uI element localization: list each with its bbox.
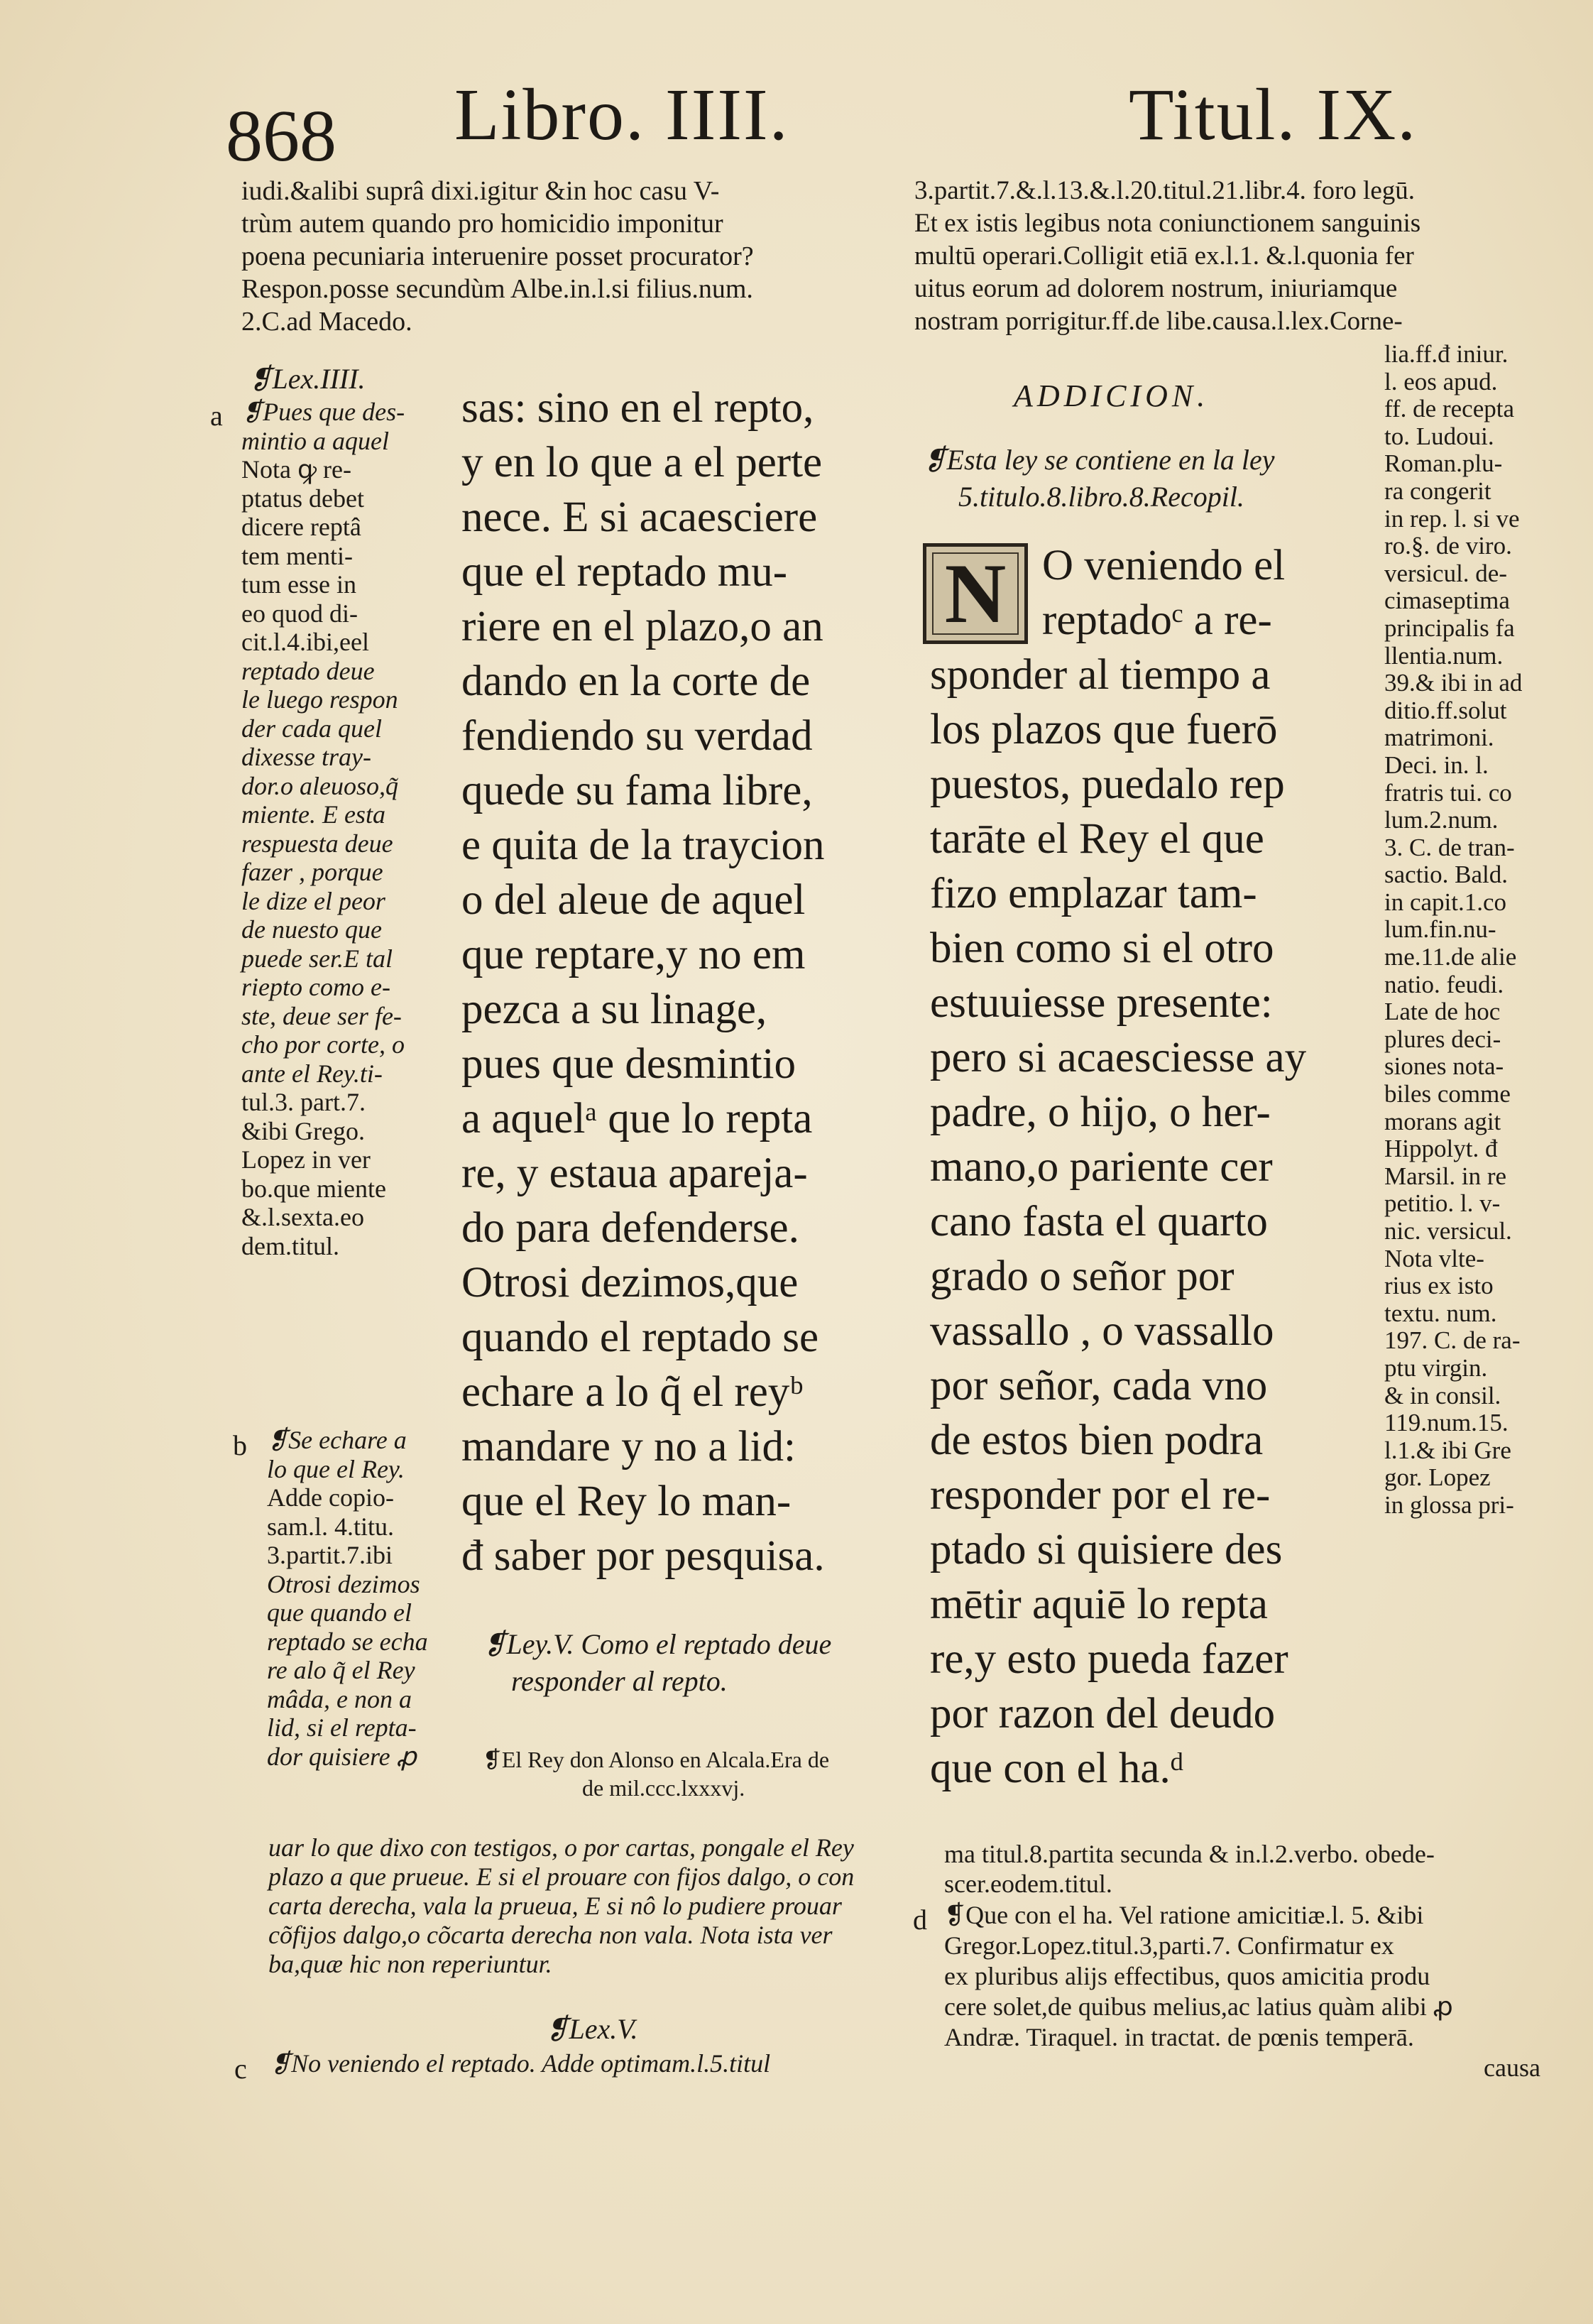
gloss-line: fratris tui. co [1384,778,1512,807]
gloss-line: cho por corte, o [241,1030,405,1059]
text-line: Otrosi dezimos,que [461,1259,799,1306]
text-line: mētir aquiē lo repta [930,1581,1268,1628]
gloss-line: biles comme [1384,1080,1511,1108]
gloss-line: Roman.plu- [1384,449,1503,478]
running-head-title: Titul. IX. [1129,74,1418,156]
gloss-line: 3. C. de tran- [1384,833,1515,861]
source-line: ❡El Rey don Alonso en Alcala.Era de [483,1747,830,1772]
gloss-line: uar lo que dixo con testigos, o por cartas, pongale el Rey [268,1833,854,1862]
margin-letter-b: b [233,1429,247,1461]
center-law-text [461,381,887,1583]
gloss-line: ba,quæ hic non reperiuntur. [268,1950,552,1978]
gloss-line: dixesse tray- [241,743,371,771]
addicion-text [923,442,1363,515]
gloss-line: cõfijos dalgo,o cõcarta derecha non vala. Nota ista ver [268,1921,833,1949]
right-margin-gloss [1384,341,1548,1520]
gloss-line: &ibi Grego. [241,1116,365,1145]
text-line: que el Rey lo man- [461,1478,792,1525]
gloss-line: Gregor.Lopez.titul.3,parti.7. Confirmatur ex [944,1931,1394,1960]
running-head-book: Libro. IIII. [454,74,789,156]
gloss-line: de nuesto que [241,915,382,944]
drop-cap-initial [923,543,1028,644]
gloss-line: l. eos apud. [1384,367,1498,395]
gloss-line: mâda, e non a [267,1684,412,1713]
gloss-line: fazer , porque [241,858,383,886]
folio-number: 868 [226,95,336,177]
gloss-line: ff. de recepta [1384,395,1514,423]
gloss-line: Hippolyt. đ [1384,1135,1498,1163]
gloss-line: rius ex isto [1384,1272,1494,1300]
gloss-line: carta derecha, vala la prueua, E si nô lo pudiere prouar [268,1892,842,1920]
gloss-line: ra congerit [1384,476,1491,505]
text-line: e quita de la traycion [461,822,825,869]
gloss-line: reptado deue [241,656,375,685]
text-line: dando en la corte de [461,658,811,705]
gloss-line: 3.partit.7.&.l.13.&.l.20.titul.21.libr.4. foro legū. [914,176,1416,205]
gloss-line: Marsil. in re [1384,1162,1507,1190]
text-line: sas: sino en el repto, [461,384,814,432]
gloss-line: lid, si el repta- [267,1713,417,1742]
gloss-line: lia.ff.đ iniur. [1384,340,1509,368]
gloss-line: ❡Que con el ha. Vel ratione amicitiæ.l. 5. &ibi [944,1901,1424,1929]
gloss-line: multū operari.Colligit etiā ex.l.1. &.l.quonia fer [914,241,1414,271]
text-line: grado o señor por [930,1253,1235,1300]
gloss-line: plazo a que prueue. E si el prouare con fijos dalgo, o con [268,1862,855,1891]
gloss-line: gor. Lopez [1384,1463,1491,1492]
gloss-line: cimaseptima [1384,587,1510,615]
d-gloss [944,1900,1548,2083]
drop-cap-frame [932,552,1019,635]
text-line: O veniendo el [1042,542,1286,589]
text-line: riere en el plazo,o an [461,603,823,650]
gloss-line: mintio a aquel [241,426,389,455]
text-line: puestos, puedalo rep [930,760,1285,808]
gloss-line: Et ex istis legibus nota coniunctionem sanguinis [914,209,1421,238]
right-top-gloss [914,175,1539,338]
addicion-line: 5.titulo.8.libro.8.Recopil. [958,481,1244,513]
gloss-line: sam.l. 4.titu. [267,1512,394,1541]
gloss-line: ste, deue ser fe- [241,1001,402,1030]
gloss-line: scer.eodem.titul. [944,1870,1112,1898]
heading-line: ❡Ley.V. Como el reptado deue [483,1628,832,1660]
addicion-heading: ADDICION. [1014,378,1210,413]
heading-line: responder al repto. [511,1665,728,1697]
ley-v-source [483,1745,894,1802]
text-line: que el reptado mu- [461,548,788,596]
text-line: tarāte el Rey el que [930,815,1264,863]
gloss-line: 197. C. de ra- [1384,1326,1521,1355]
text-line: estuuiesse presente: [930,979,1273,1027]
gloss-line: 39.& ibi in ad [1384,669,1523,697]
text-line: fendiendo su verdad [461,712,813,760]
gloss-line: Nota vlte- [1384,1244,1484,1272]
gloss-line: le dize el peor [241,886,385,915]
bottom-c-gloss: ❡No veniendo el reptado. Adde optimam.l.5.titul [270,2049,771,2078]
right-law-text [930,648,1370,1796]
gloss-line: ❡Se echare a [267,1426,407,1454]
text-line: que con el ha.ᵈ [930,1745,1184,1792]
gloss-line: riepto como e- [241,973,390,1001]
gloss-line: matrimoni. [1384,724,1494,752]
gloss-line: miente. E esta [241,800,385,829]
gloss-line: der cada quel [241,714,382,743]
text-line: pero si acaesciesse ay [930,1034,1307,1081]
margin-letter-d: d [913,1904,927,1936]
gloss-line: 2.C.ad Macedo. [241,307,412,337]
gloss-line: puede ser.E tal [241,944,393,973]
lex-iiii-label: ❡Lex.IIII. [248,363,366,395]
gloss-line: nostram porrigitur.ff.de libe.causa.l.lex.Corne- [914,307,1403,336]
bottom-left-gloss [268,1833,893,1979]
gloss-line: iudi.&alibi suprâ dixi.igitur &in hoc casu V- [241,176,720,206]
text-line: que reptare,y no em [461,931,806,978]
gloss-line: reptado se echa [267,1627,428,1656]
text-line: mano,o pariente cer [930,1143,1273,1191]
text-line: pezca a su linage, [461,986,767,1033]
right-bottom-gloss [944,1839,1548,1899]
text-line: los plazos que fuerō [930,706,1278,753]
gloss-line: Deci. in. l. [1384,751,1489,779]
gloss-line: lum.2.num. [1384,806,1499,834]
gloss-line: Lopez in ver [241,1145,371,1174]
text-line: por señor, cada vno [930,1362,1268,1409]
gloss-line: ptatus debet [241,484,364,513]
gloss-line: poena pecuniaria interuenire posset procurator? [241,241,754,271]
gloss-line: 119.num.15. [1384,1409,1509,1437]
gloss-line: to. Ludoui. [1384,422,1494,450]
gloss-line: &.l.sexta.eo [241,1203,364,1231]
gloss-line: Respon.posse secundùm Albe.in.l.si filius.num. [241,274,753,304]
gloss-line: me.11.de alie [1384,943,1517,971]
gloss-line: in capit.1.co [1384,888,1507,916]
text-line: o del aleue de aquel [461,876,806,924]
ley-v-heading [483,1626,894,1700]
gloss-line: in rep. l. si ve [1384,504,1520,533]
gloss-line: dor.o aleuoso,q̃ [241,771,399,800]
gloss-line: ❡Pues que des- [241,398,405,426]
text-line: quando el reptado se [461,1314,819,1361]
text-line: reptadoᶜ a re- [1042,596,1272,644]
text-line: y en lo que a el perte [461,439,823,486]
gloss-line: ptu virgin. [1384,1353,1488,1382]
margin-letter-a: a [210,400,223,432]
gloss-line: in glossa pri- [1384,1490,1514,1519]
gloss-line: plures deci- [1384,1025,1501,1053]
gloss-line: cere solet,de quibus melius,ac latius quàm alibi ꝓ [944,1992,1453,2021]
text-line: re,y esto pueda fazer [930,1635,1288,1683]
gloss-line: nic. versicul. [1384,1217,1512,1245]
gloss-line: causa [1484,2053,1540,2082]
text-line: fizo emplazar tam- [930,870,1257,917]
gloss-line: trùm autem quando pro homicidio imponitur [241,209,723,239]
gloss-line: dor quisiere ꝓ [267,1742,417,1771]
gloss-line: tul.3. part.7. [241,1088,366,1116]
source-line: de mil.ccc.lxxxvj. [582,1775,745,1801]
addicion-line: ❡Esta ley se contiene en la ley [923,444,1275,476]
gloss-line: le luego respon [241,685,398,714]
gloss-line: principalis fa [1384,613,1515,642]
text-line: pues que desmintio [461,1040,796,1088]
left-narrow-gloss [241,398,447,1260]
gloss-line: tum esse in [241,570,356,599]
lex-v-label: ❡Lex.V. [545,2013,638,2045]
gloss-line: ante el Rey.ti- [241,1059,383,1088]
drop-cap-letter: N [944,546,1007,640]
gloss-line: ditio.ff.solut [1384,696,1507,724]
gloss-line: dem.titul. [241,1231,339,1260]
margin-letter-c: c [234,2053,247,2085]
gloss-line: dicere reptâ [241,513,361,541]
gloss-line: lo que el Rey. [267,1454,405,1483]
text-line: bien como si el otro [930,924,1274,972]
gloss-line: & in consil. [1384,1381,1501,1409]
gloss-line: sactio. Bald. [1384,861,1508,889]
gloss-line: llentia.num. [1384,641,1504,670]
text-line: responder por el re- [930,1471,1271,1519]
text-line: padre, o hijo, o her- [930,1089,1271,1136]
text-line: cano fasta el quarto [930,1198,1268,1245]
gloss-line: tem menti- [241,541,353,570]
text-line: a aquelᵃ que lo repta [461,1095,813,1142]
text-line: do para defenderse. [461,1204,799,1252]
gloss-line: l.1.& ibi Gre [1384,1436,1511,1464]
right-law-text-start [1042,538,1369,648]
text-line: re, y estaua apareja- [461,1150,808,1197]
gloss-line: eo quod di- [241,599,358,628]
gloss-line: respuesta deue [241,829,393,858]
gloss-line: natio. feudi. [1384,970,1504,998]
text-line: sponder al tiempo a [930,651,1271,699]
gloss-line: cit.l.4.ibi,eel [241,628,369,656]
gloss-line: textu. num. [1384,1299,1497,1327]
gloss-line: uitus eorum ad dolorem nostrum, iniuriamque [914,274,1398,303]
text-line: de estos bien podra [930,1417,1264,1464]
top-left-gloss [241,175,866,338]
gloss-line: re alo q̃ el Rey [267,1656,415,1684]
gloss-line: Otrosi dezimos [267,1569,420,1598]
gloss-line: versicul. de- [1384,559,1507,587]
left-narrow-gloss-b [267,1426,459,1771]
gloss-line: que quando el [267,1598,412,1627]
gloss-line: Late de hoc [1384,998,1501,1026]
text-line: por razon del deudo [930,1690,1276,1737]
text-line: đ saber por pesquisa. [461,1532,825,1580]
gloss-line: ro.§. de viro. [1384,532,1512,560]
gloss-line: petitio. l. v- [1384,1189,1501,1218]
text-line: mandare y no a lid: [461,1423,796,1471]
gloss-line: morans agit [1384,1107,1501,1135]
gloss-line: Nota ꝙ re- [241,455,351,484]
gloss-line: siones nota- [1384,1052,1504,1081]
gloss-line: ma titul.8.partita secunda & in.l.2.verbo. obede- [944,1840,1435,1868]
text-line: vassallo , o vassallo [930,1307,1274,1355]
text-line: echare a lo q̃ el reyᵇ [461,1368,804,1416]
gloss-line: bo.que miente [241,1174,386,1203]
gloss-line: Andræ. Tiraquel. in tractat. de pœnis temperā. [944,2023,1414,2051]
gloss-line: ex pluribus alijs effectibus, quos amicitia produ [944,1962,1430,1990]
text-line: quede su fama libre, [461,767,813,814]
text-line: ptado si quisiere des [930,1526,1283,1573]
gloss-line: Adde copio- [267,1483,394,1512]
gloss-line: lum.fin.nu- [1384,915,1496,944]
gloss-line: 3.partit.7.ibi [267,1541,393,1569]
text-line: nece. E si acaesciere [461,493,818,541]
